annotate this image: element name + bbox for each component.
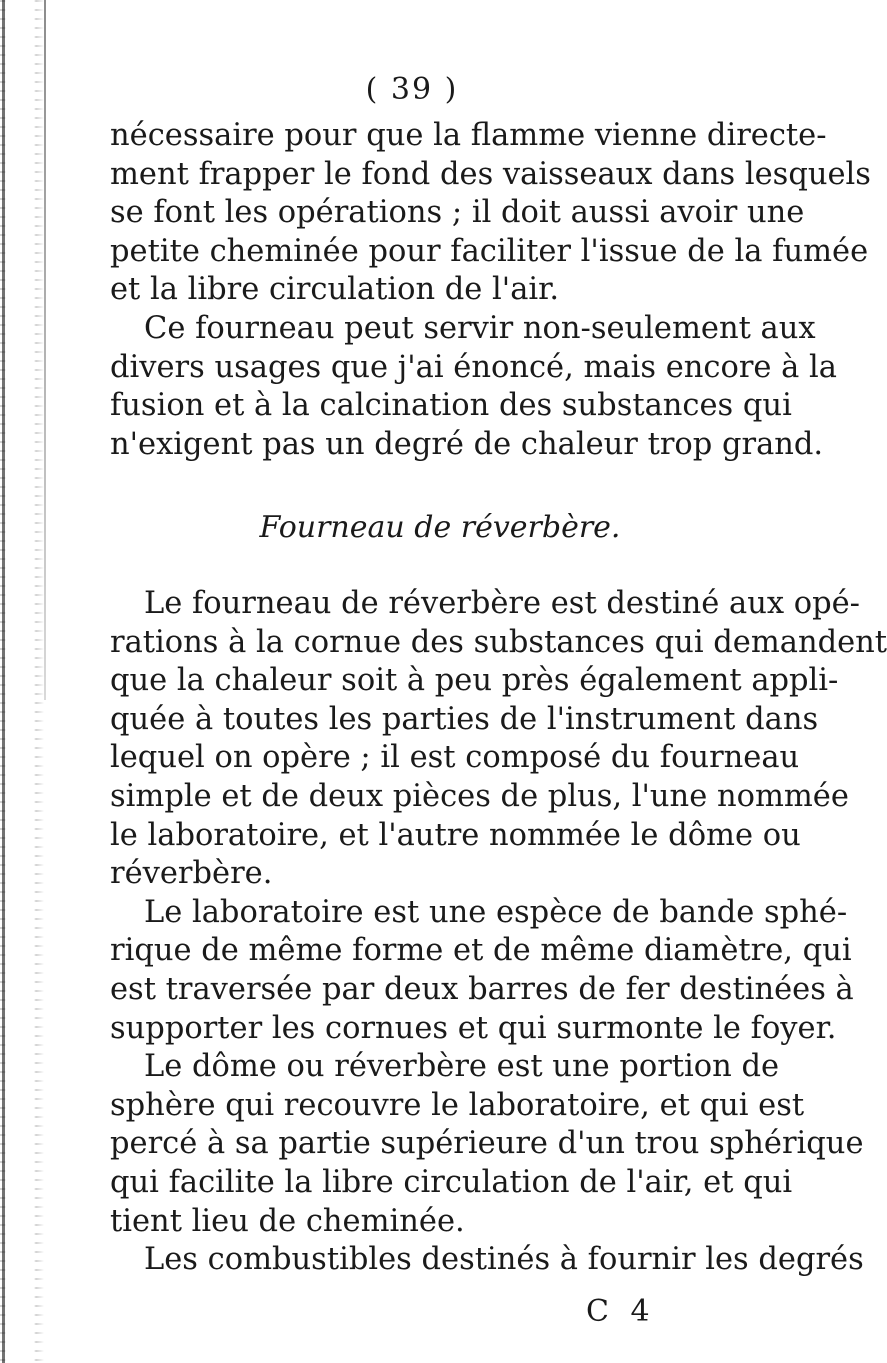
- text-line: Le dôme ou réverbère est une portion de: [144, 1049, 780, 1085]
- text-line: lequel on opère ; il est composé du fourneau: [110, 740, 800, 776]
- text-line: divers usages que j'ai énoncé, mais encore à la: [110, 349, 837, 385]
- page-number: ( 39 ): [365, 72, 459, 107]
- text-line: et la libre circulation de l'air.: [110, 272, 560, 308]
- text-line: qui facilite la libre circulation de l'air, et qui: [110, 1164, 793, 1200]
- text-line: rique de même forme et de même diamètre, qui: [110, 933, 852, 969]
- text-line: sphère qui recouvre le laboratoire, et qui est: [110, 1087, 805, 1123]
- text-line: ment frapper le fond des vaisseaux dans lesquels: [110, 156, 871, 192]
- text-line: percé à sa partie supérieure d'un trou sphérique: [110, 1126, 864, 1162]
- paragraph-block-lower: [110, 585, 887, 1280]
- text-line: se font les opérations ; il doit aussi avoir une: [110, 195, 805, 231]
- text-line: que la chaleur soit à peu près également appli-: [110, 663, 839, 699]
- binding-edge-line: [2, 0, 5, 1363]
- text-line: tient lieu de cheminée.: [110, 1203, 465, 1239]
- text-line: Le fourneau de réverbère est destiné aux opé-: [144, 586, 860, 621]
- text-line: rations à la cornue des substances qui demandent: [110, 624, 887, 660]
- text-line: quée à toutes les parties de l'instrument dans: [110, 701, 819, 737]
- text-line: Le laboratoire est une espèce de bande sphé-: [144, 894, 848, 930]
- text-line: n'exigent pas un degré de chaleur trop grand.: [110, 426, 824, 462]
- signature-mark: C 4: [586, 1294, 656, 1329]
- text-line: Ce fourneau peut servir non-seulement aux: [144, 310, 816, 346]
- text-line: est traversée par deux barres de fer destinées à: [110, 971, 854, 1007]
- text-line: simple et de deux pièces de plus, l'une nommée: [110, 778, 849, 814]
- section-heading: Fourneau de réverbère.: [259, 510, 621, 545]
- text-line: supporter les cornues et qui surmonte le foyer.: [110, 1010, 837, 1046]
- text-line: nécessaire pour que la flamme vienne directe-: [110, 118, 827, 153]
- text-line: petite cheminée pour faciliter l'issue de la fumée: [110, 233, 869, 269]
- text-line: le laboratoire, et l'autre nommée le dôme ou: [110, 817, 801, 853]
- text-line: Les combustibles destinés à fournir les degrés: [144, 1242, 864, 1278]
- paragraph-block-upper: [110, 117, 871, 464]
- text-line: réverbère.: [110, 856, 273, 892]
- text-line: fusion et à la calcination des substances qui: [110, 388, 792, 424]
